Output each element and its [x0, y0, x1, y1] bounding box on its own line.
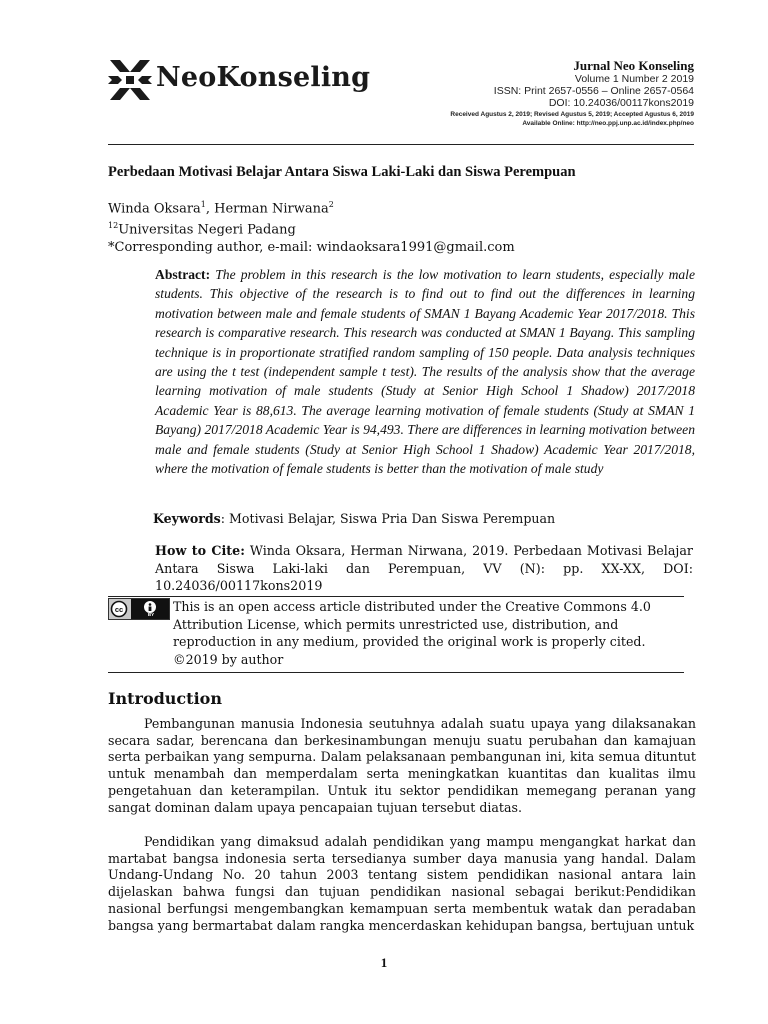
submission-dates: Received Agustus 2, 2019; Revised Agustus 5, 2019; Accepted Agustus 6, 2019: [450, 111, 694, 118]
available-online-link[interactable]: Available Online: http://neo.ppj.unp.ac.id/index.php/neo: [522, 120, 694, 127]
license-top-divider: [108, 596, 684, 597]
author-block: [108, 196, 515, 256]
cc-by-license-icon[interactable]: [108, 598, 170, 620]
intro-paragraph-2: Pendidikan yang dimaksud adalah pendidikan yang mampu mengangkat harkat dan martabat bangsa indonesia serta tersedianya sumber daya manusia yang handal. Dalam Undang-Undang No. 20 tahun 2003 tentang sistem pendidikan nasional antara lain dijelaskan bahwa fungsi dan tujuan pendidikan nasional sebagai berikut:Pendidikan nasional berfungsi mengembangkan kemampuan serta membentuk watak dan peradaban bangsa yang bermartabat dalam rangka mencerdaskan kehidupan bangsa, bertujuan untuk: [108, 834, 696, 933]
license-text: This is an open access article distributed under the Creative Commons 4.0 Attribution License, which permits unrestricted use, distribution, and reproduction in any medium, provided the original work is properly cited. ©2019 by author: [173, 599, 651, 667]
how-to-cite: [155, 542, 693, 595]
cc-badge-text: BY: [147, 612, 155, 617]
keywords-text: : Motivasi Belajar, Siswa Pria Dan Siswa Perempuan: [220, 511, 556, 526]
svg-text:cc: cc: [114, 605, 124, 614]
journal-issn: ISSN: Print 2657-0556 – Online 2657-0564: [493, 85, 694, 97]
abstract-text: The problem in this research is the low motivation to learn students, especially male students. This objective of the research is to find out to find out the differences in learning motivation between male and female students of SMAN 1 Bayang Academic Year 2017/2018. This research is comparative research. This research was conducted at SMAN 1 Bayang. This sampling technique is in proportionate stratified random sampling of 150 people. Data analysis techniques are using the t test (independent sample t test). The results of the analysis show that the average learning motivation of male students (Study at Senior High School 1 Shadow) 2017/2018 Academic Year is 88,613. The average learning motivation of female students (Study at SMAN 1 Bayang) 2017/2018 Academic Year is 94,493. There are differences in learning motivation between male and female students (Study at Senior High School 1 Shadow) Academic Year 2017/2018, where the motivation of female students is better than the motivation of male study: [155, 267, 695, 477]
journal-logo: [106, 54, 376, 106]
logo-text: NeoKonseling: [156, 62, 371, 93]
header-divider: [108, 144, 694, 145]
journal-name: Jurnal Neo Konseling: [573, 58, 694, 73]
author-names: Winda Oksara$^1$, Herman Nirwana$^2$: [108, 200, 334, 217]
author-1: Winda Oksara: [108, 201, 201, 217]
how-to-cite-label: How to Cite:: [155, 543, 245, 558]
journal-volume: Volume 1 Number 2 2019: [574, 73, 694, 85]
abstract: [155, 265, 695, 478]
license-bottom-divider: [108, 672, 684, 673]
section-heading-introduction: Introduction: [108, 689, 222, 708]
journal-info: [450, 58, 694, 129]
affiliation: $^{12}$Universitas Negeri Padang: [108, 221, 296, 238]
intro-paragraph-1: Pembangunan manusia Indonesia seutuhnya adalah suatu upaya yang dilaksanakan secara sadar, berencana dan berkesinambungan menuju suatu perubahan dan kamajuan serta perbaikan yang sempurna. Dalam pelaksanaan pembangunan ini, kita semua dituntut untuk menambah dan memperdalam serta meningkatkan kuantitas dan kualitas ilmu pengetahuan dan keterampilan. Untuk itu sektor pendidikan memegang peranan yang sangat dominan dalam upaya pencapaian tujuan tersebut diatas.: [108, 716, 696, 815]
page-number: 1: [380, 955, 388, 970]
keywords: [153, 511, 555, 526]
keywords-label: Keywords: [153, 511, 221, 526]
abstract-label: Abstract:: [155, 267, 211, 282]
cc-by-icon: [109, 599, 169, 619]
corresponding-author: *Corresponding author, e-mail: windaoksara1991@gmail.com: [108, 239, 515, 255]
logo-mark-icon: [106, 54, 154, 106]
article-title: Perbedaan Motivasi Belajar Antara Siswa Laki-Laki dan Siswa Perempuan: [108, 164, 576, 180]
author-2: , Herman Nirwana: [205, 201, 329, 217]
how-to-cite-text: Winda Oksara, Herman Nirwana, 2019. Perbedaan Motivasi Belajar Antara Siswa Laki-laki dan Perempuan, VV (N): pp. XX-XX, DOI: 10.24036/00117kons2019: [155, 543, 693, 593]
journal-doi: DOI: 10.24036/00117kons2019: [548, 97, 694, 109]
